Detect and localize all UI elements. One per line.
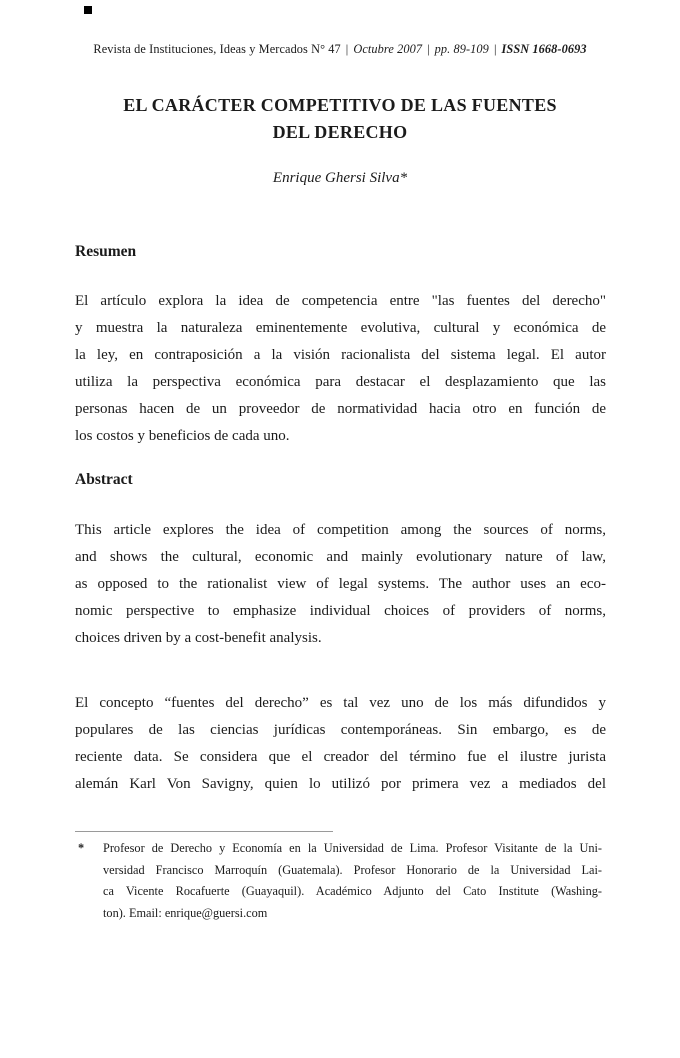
article-title-line-1: EL CARÁCTER COMPETITIVO DE LAS FUENTES bbox=[123, 95, 557, 115]
footnote-divider bbox=[75, 831, 333, 832]
scan-artifact-mark bbox=[84, 6, 92, 14]
text-line: ton). Email: enrique@guersi.com bbox=[103, 905, 268, 920]
text-line: and shows the cultural, economic and mainly evolutionary nature of law, bbox=[75, 549, 606, 565]
text-line: los costos y beneficios de cada uno. bbox=[75, 428, 290, 444]
abstract-heading: Abstract bbox=[75, 471, 133, 488]
article-title bbox=[0, 92, 680, 146]
text-line: Profesor de Derecho y Economía en la Universidad de Lima. Profesor Visitante de la Uni- bbox=[103, 841, 602, 855]
resumen-paragraph bbox=[75, 288, 606, 450]
issn-number: ISSN 1668-0693 bbox=[501, 42, 587, 56]
journal-name: Revista de Instituciones, Ideas y Mercados N° 47 bbox=[93, 42, 341, 56]
header-separator: | bbox=[345, 42, 349, 56]
text-line: alemán Karl Von Savigny, quien lo utilizó por primera vez a mediados del bbox=[75, 776, 606, 792]
footnote-marker: * bbox=[78, 841, 85, 855]
text-line: personas hacen de un proveedor de normatividad hacia otro en función de bbox=[75, 401, 606, 417]
header-separator: | bbox=[493, 42, 497, 56]
text-line: reciente data. Se considera que el creador del término fue el ilustre jurista bbox=[75, 749, 606, 765]
footnote-text bbox=[103, 838, 602, 924]
issue-date: Octubre 2007 bbox=[353, 42, 423, 56]
author-name: Enrique Ghersi Silva* bbox=[272, 170, 408, 186]
text-line: y muestra la naturaleza eminentemente evolutiva, cultural y económica de bbox=[75, 320, 606, 336]
text-line: ca Vicente Rocafuerte (Guayaquil). Académico Adjunto del Cato Institute (Washing- bbox=[103, 884, 602, 898]
page-range: pp. 89-109 bbox=[434, 42, 489, 56]
resumen-heading: Resumen bbox=[75, 243, 137, 260]
text-line: El artículo explora la idea de competencia entre "las fuentes del derecho" bbox=[75, 293, 606, 309]
journal-header bbox=[0, 41, 680, 57]
text-line: utiliza la perspectiva económica para destacar el desplazamiento que las bbox=[75, 374, 606, 390]
body-paragraph bbox=[75, 690, 606, 798]
text-line: choices driven by a cost-benefit analysis. bbox=[75, 630, 322, 646]
text-line: la ley, en contraposición a la visión racionalista del sistema legal. El autor bbox=[75, 347, 606, 363]
text-line: El concepto “fuentes del derecho” es tal vez uno de los más difundidos y bbox=[75, 695, 606, 711]
text-line: This article explores the idea of competition among the sources of norms, bbox=[75, 522, 606, 538]
abstract-paragraph bbox=[75, 517, 606, 652]
article-title-line-2: DEL DERECHO bbox=[272, 122, 408, 142]
header-separator: | bbox=[427, 42, 430, 56]
text-line: nomic perspective to emphasize individual choices of providers of norms, bbox=[75, 603, 606, 619]
text-line: populares de las ciencias jurídicas contemporáneas. Sin embargo, es de bbox=[75, 722, 606, 738]
text-line: as opposed to the rationalist view of legal systems. The author uses an eco- bbox=[75, 576, 606, 592]
text-line: versidad Francisco Marroquín (Guatemala). Profesor Honorario de la Universidad Lai- bbox=[103, 862, 602, 877]
